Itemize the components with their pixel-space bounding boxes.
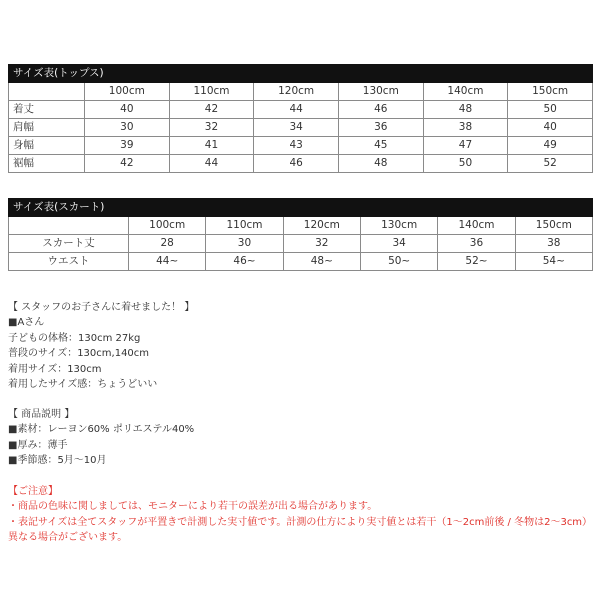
value-cell: 28 xyxy=(129,235,206,253)
value-cell: 50~ xyxy=(360,253,437,271)
staff-name: ■Aさん xyxy=(8,317,45,329)
value-cell: 50 xyxy=(423,155,508,173)
size-header-cell: 120cm xyxy=(254,83,339,101)
product-thickness: ■厚み：薄手 xyxy=(8,439,68,451)
size-header-cell: 140cm xyxy=(423,83,508,101)
value-cell: 52~ xyxy=(438,253,515,271)
value-cell: 48 xyxy=(423,101,508,119)
caution-heading: 【ご注意】 xyxy=(8,486,58,497)
row-label: スカート丈 xyxy=(9,235,129,253)
value-cell: 36 xyxy=(438,235,515,253)
table-title-row xyxy=(9,65,593,83)
value-cell: 36 xyxy=(338,119,423,137)
table-row xyxy=(9,101,593,119)
value-cell: 34 xyxy=(254,119,339,137)
table-title: サイズ表(トップス) xyxy=(9,65,593,83)
table-header-row xyxy=(9,83,593,101)
value-cell: 48 xyxy=(338,155,423,173)
value-cell: 46~ xyxy=(206,253,283,271)
value-cell: 38 xyxy=(423,119,508,137)
product-description xyxy=(8,407,598,469)
table-row xyxy=(9,235,593,253)
staff-worn-size: 着用サイズ：130cm xyxy=(8,363,102,375)
value-cell: 42 xyxy=(169,101,254,119)
value-cell: 54~ xyxy=(515,253,592,271)
size-header-cell: 110cm xyxy=(206,217,283,235)
value-cell: 38 xyxy=(515,235,592,253)
product-material: ■素材：レーヨン60% ポリエステル40% xyxy=(8,424,195,436)
size-header-cell: 130cm xyxy=(338,83,423,101)
value-cell: 46 xyxy=(254,155,339,173)
table-row xyxy=(9,119,593,137)
value-cell: 47 xyxy=(423,137,508,155)
size-header-cell: 140cm xyxy=(438,217,515,235)
staff-fit-notes xyxy=(8,300,598,392)
value-cell: 50 xyxy=(508,101,593,119)
value-cell: 48~ xyxy=(283,253,360,271)
header-blank-cell xyxy=(9,217,129,235)
value-cell: 52 xyxy=(508,155,593,173)
staff-child-body: 子どもの体格：130cm 27kg xyxy=(8,332,141,344)
row-label: 身幅 xyxy=(9,137,85,155)
value-cell: 42 xyxy=(85,155,170,173)
value-cell: 45 xyxy=(338,137,423,155)
value-cell: 43 xyxy=(254,137,339,155)
value-cell: 44~ xyxy=(129,253,206,271)
skirt-size-table xyxy=(8,198,593,271)
size-header-cell: 100cm xyxy=(85,83,170,101)
table-row xyxy=(9,253,593,271)
value-cell: 40 xyxy=(508,119,593,137)
value-cell: 30 xyxy=(206,235,283,253)
caution-line-2: ・表記サイズは全てスタッフが平置きで計測した実寸値です。計測の仕方により実寸値とは若干（1～2cm前後 / 冬物は2～3cm）異なる場合がございます。 xyxy=(8,516,593,544)
size-header-cell: 150cm xyxy=(515,217,592,235)
value-cell: 46 xyxy=(338,101,423,119)
value-cell: 39 xyxy=(85,137,170,155)
size-header-cell: 130cm xyxy=(360,217,437,235)
tops-size-table xyxy=(8,64,593,173)
header-blank-cell xyxy=(9,83,85,101)
table-title: サイズ表(スカート) xyxy=(9,199,593,217)
product-heading: 【 商品説明 】 xyxy=(8,409,75,420)
value-cell: 41 xyxy=(169,137,254,155)
value-cell: 34 xyxy=(360,235,437,253)
row-label: 裾幅 xyxy=(9,155,85,173)
value-cell: 44 xyxy=(169,155,254,173)
size-header-cell: 120cm xyxy=(283,217,360,235)
size-header-cell: 150cm xyxy=(508,83,593,101)
row-label: 着丈 xyxy=(9,101,85,119)
table-row xyxy=(9,155,593,173)
table-header-row xyxy=(9,217,593,235)
value-cell: 49 xyxy=(508,137,593,155)
row-label: ウエスト xyxy=(9,253,129,271)
staff-fit: 着用したサイズ感：ちょうどいい xyxy=(8,379,158,391)
value-cell: 40 xyxy=(85,101,170,119)
staff-heading: 【 スタッフのお子さんに着せました！ 】 xyxy=(8,302,195,313)
table-row xyxy=(9,137,593,155)
caution-notes xyxy=(8,484,598,546)
value-cell: 44 xyxy=(254,101,339,119)
product-season: ■季節感：5月～10月 xyxy=(8,455,107,467)
value-cell: 32 xyxy=(283,235,360,253)
value-cell: 32 xyxy=(169,119,254,137)
size-header-cell: 110cm xyxy=(169,83,254,101)
row-label: 肩幅 xyxy=(9,119,85,137)
caution-line-1: ・商品の色味に関しましては、モニターにより若干の誤差が出る場合があります。 xyxy=(8,501,378,513)
table-title-row xyxy=(9,199,593,217)
staff-usual-size: 普段のサイズ：130cm,140cm xyxy=(8,348,150,360)
size-header-cell: 100cm xyxy=(129,217,206,235)
value-cell: 30 xyxy=(85,119,170,137)
